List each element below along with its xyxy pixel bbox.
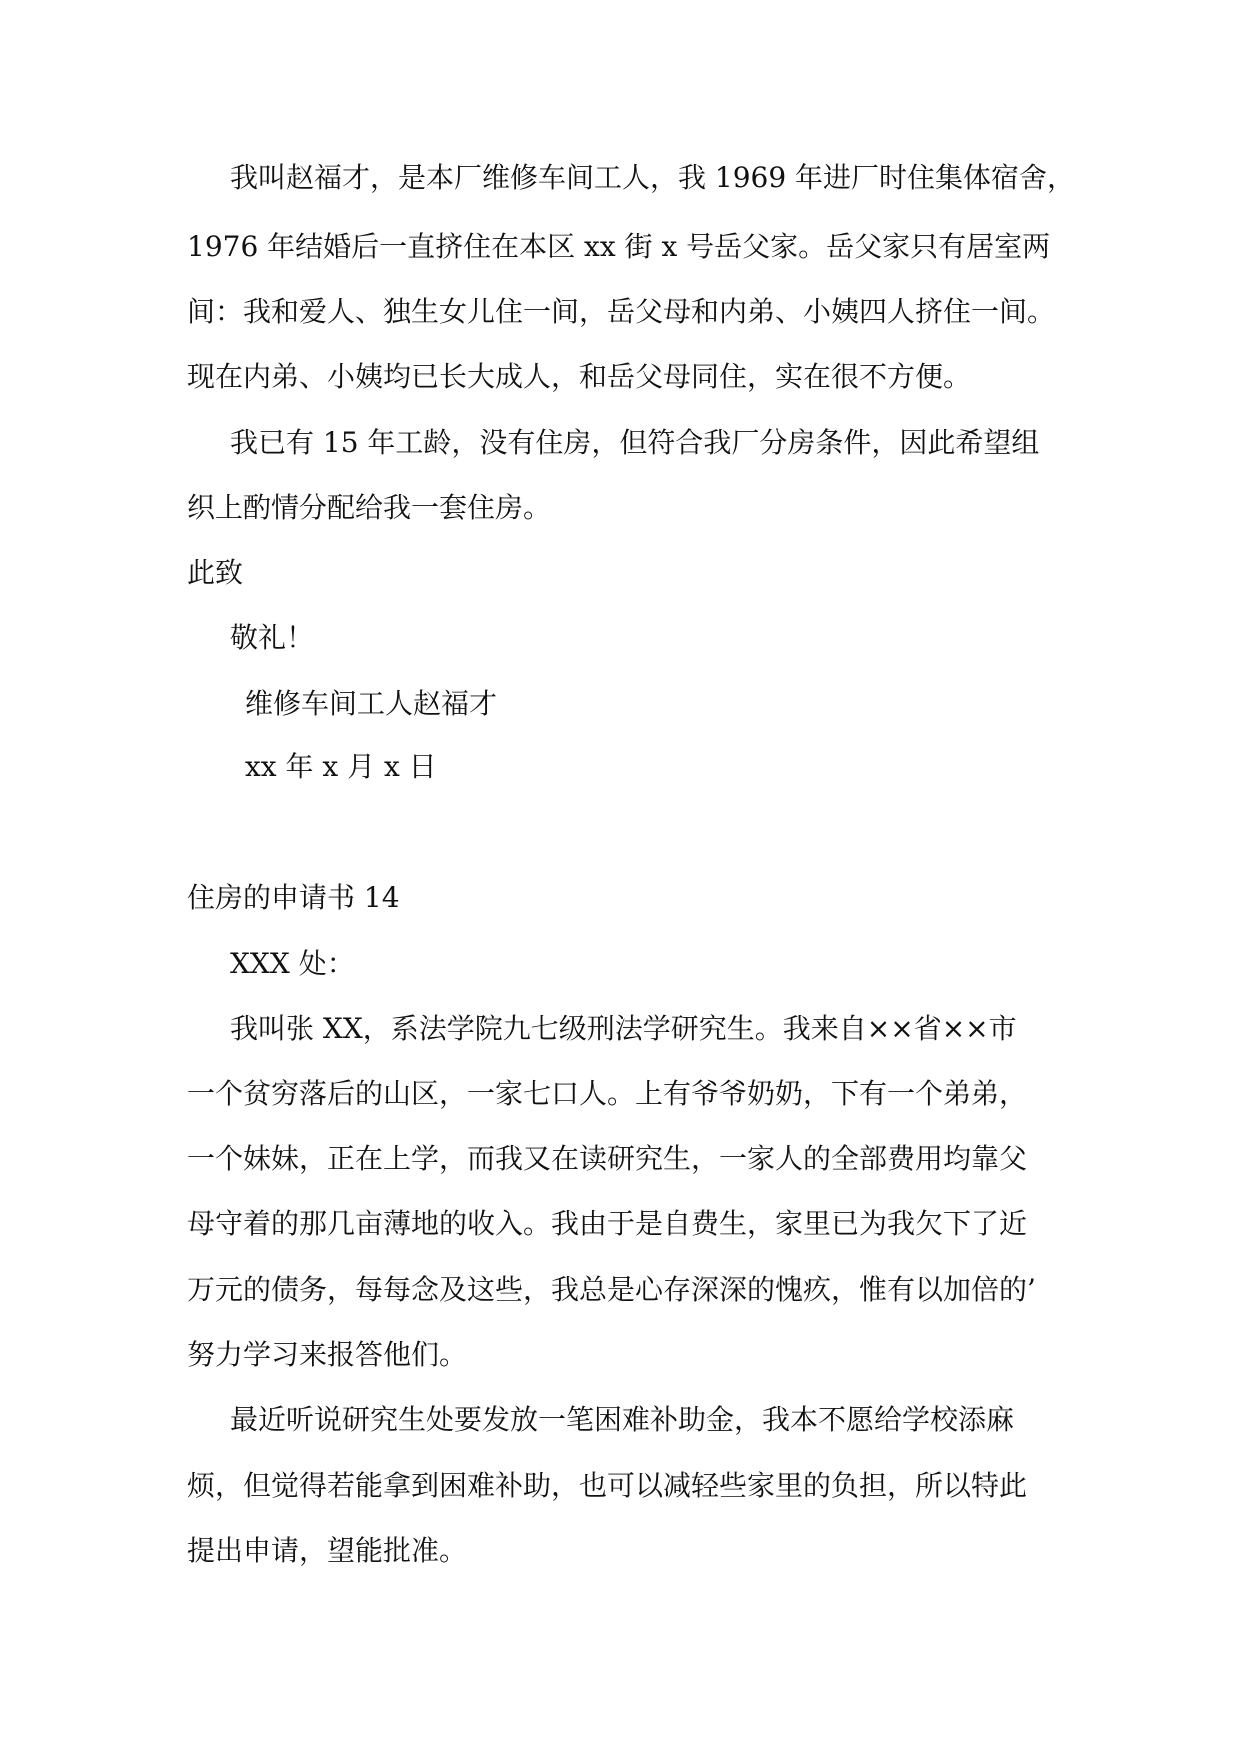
letter1-closing: 此致 (187, 556, 244, 589)
letter2-para1-line3: 一个妹妹，正在上学，而我又在读研究生，一家人的全部费用均靠父 (187, 1142, 1028, 1175)
letter2-para1-line1: 我叫张 XX，系法学院九七级刑法学研究生。我来自××省××市 (230, 1012, 1017, 1045)
letter1-para2-line2: 织上酌情分配给我一套住房。 (187, 491, 552, 524)
letter2-para2-line3: 提出申请，望能批准。 (187, 1534, 468, 1567)
letter2-para1-line6: 努力学习来报答他们。 (187, 1338, 468, 1371)
letter1-signature: 维修车间工人赵福才 (245, 687, 498, 720)
letter1-para1-line3: 间：我和爱人、独生女儿住一间，岳父母和内弟、小姨四人挤住一间。 (187, 295, 1056, 328)
letter1-date: xx 年 x 月 x 日 (245, 750, 437, 783)
letter2-para2-line1: 最近听说研究生处要发放一笔困难补助金，我本不愿给学校添麻 (230, 1403, 1015, 1436)
letter1-para2-line1: 我已有 15 年工龄，没有住房，但符合我厂分房条件，因此希望组 (230, 426, 1040, 459)
letter1-salute: 敬礼！ (230, 621, 315, 654)
letter2-para1-line5: 万元的债务，每每念及这些，我总是心存深深的愧疚，惟有以加倍的’ (187, 1273, 1036, 1306)
letter2-para1-line2: 一个贫穷落后的山区，一家七口人。上有爷爷奶奶，下有一个弟弟， (187, 1077, 1028, 1110)
letter2-addressee: XXX 处： (230, 947, 355, 980)
letter1-para1-line1: 我叫赵福才，是本厂维修车间工人，我 1969 年进厂时住集体宿舍， (230, 161, 1076, 194)
letter2-title: 住房的申请书 14 (187, 881, 400, 914)
letter2-para2-line2: 烦，但觉得若能拿到困难补助，也可以减轻些家里的负担，所以特此 (187, 1469, 1028, 1502)
letter2-para1-line4: 母守着的那几亩薄地的收入。我由于是自费生，家里已为我欠下了近 (187, 1207, 1028, 1240)
letter1-para1-line2: 1976 年结婚后一直挤住在本区 xx 街 x 号岳父家。岳父家只有居室两 (187, 230, 1051, 263)
letter1-para1-line4: 现在内弟、小姨均已长大成人，和岳父母同住，实在很不方便。 (187, 360, 972, 393)
